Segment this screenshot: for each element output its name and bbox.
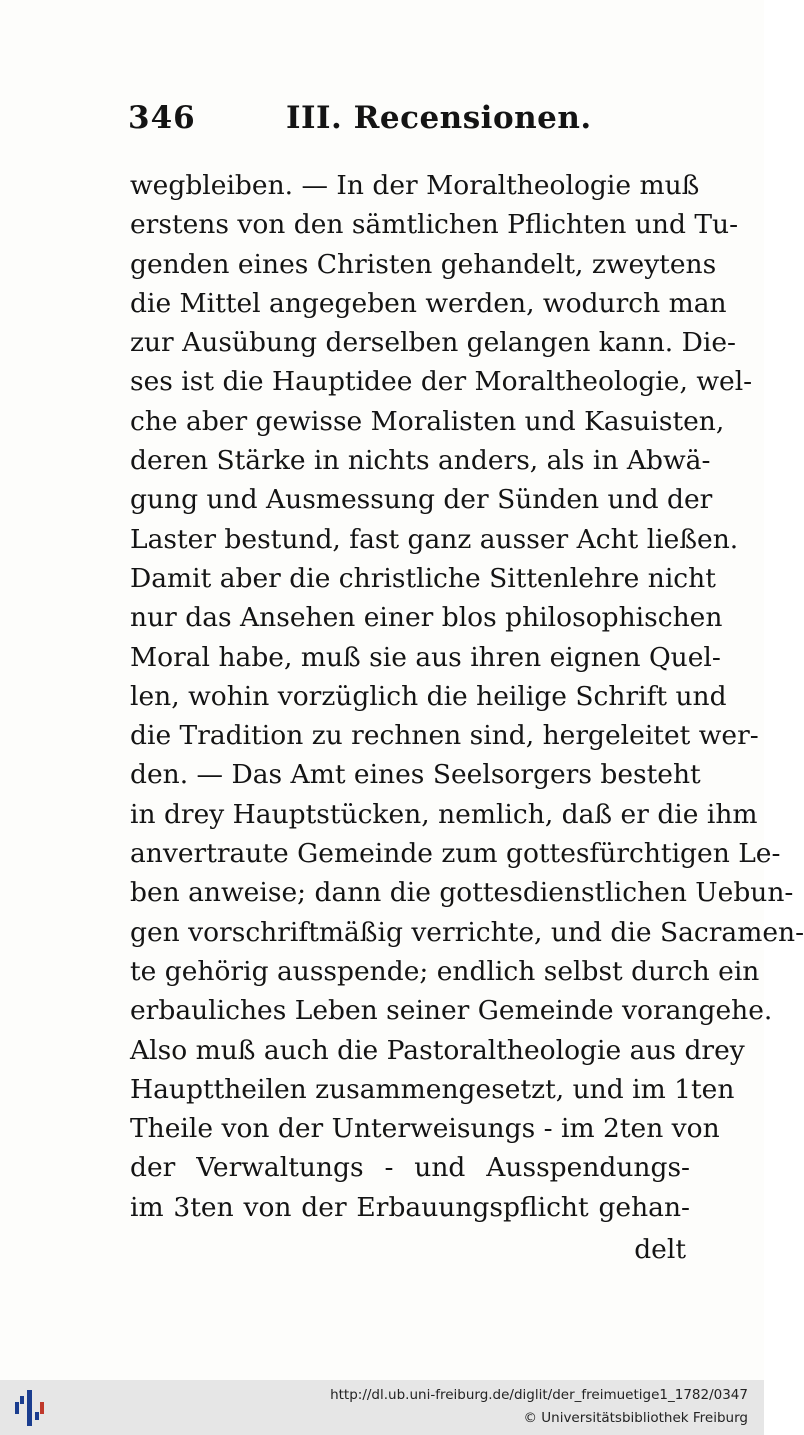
page-header xyxy=(0,100,764,144)
text-line: erstens von den sämtlichen Pflichten und Tu- xyxy=(130,209,739,241)
text-line: gen vorschriftmäßig verrichte, und die Sacramen- xyxy=(130,916,804,948)
text-line: deren Stärke in nichts anders, als in Abwä- xyxy=(130,445,711,477)
viewer-footer xyxy=(0,1380,764,1435)
text-line: die Mittel angegeben werden, wodurch man xyxy=(130,287,727,319)
text-line: die Tradition zu rechnen sind, hergeleitet wer- xyxy=(130,720,759,752)
text-line: Laster bestund, fast ganz ausser Acht ließen. xyxy=(130,523,739,555)
text-line: anvertraute Gemeinde zum gottesfürchtigen Le- xyxy=(130,838,781,870)
library-logo-icon[interactable] xyxy=(10,1388,50,1428)
copyright-notice: © Universitätsbibliothek Freiburg xyxy=(523,1410,748,1426)
text-line: den. — Das Amt eines Seelsorgers besteht xyxy=(130,759,701,791)
text-line: zur Ausübung derselben gelangen kann. Die- xyxy=(130,327,737,359)
text-line: Haupttheilen zusammengesetzt, und im 1ten xyxy=(130,1073,735,1105)
text-line: in drey Hauptstücken, nemlich, daß er die ihm xyxy=(130,798,758,830)
text-line: wegbleiben. — In der Moraltheologie muß xyxy=(130,170,700,201)
permalink-url[interactable]: http://dl.ub.uni-freiburg.de/diglit/der_freimuetige1_1782/0347 xyxy=(330,1387,748,1403)
text-line: ben anweise; dann die gottesdienstlichen Uebun- xyxy=(130,877,794,909)
text-line: nur das Ansehen einer blos philosophischen xyxy=(130,602,723,634)
body-text xyxy=(130,166,804,1227)
text-line: Damit aber die christliche Sittenlehre nicht xyxy=(130,562,716,594)
text-line: te gehörig ausspende; endlich selbst durch ein xyxy=(130,955,760,987)
page-number: 346 xyxy=(128,100,196,136)
text-line: gung und Ausmessung der Sünden und der xyxy=(130,484,713,516)
text-line: ses ist die Hauptidee der Moraltheologie, wel- xyxy=(130,366,753,398)
text-line: erbauliches Leben seiner Gemeinde vorangehe. xyxy=(130,995,773,1027)
catchword: delt xyxy=(634,1234,686,1265)
text-line: Theile von der Unterweisungs - im 2ten von xyxy=(130,1113,720,1145)
text-line: der Verwaltungs - und Ausspendungs- xyxy=(130,1152,690,1184)
text-line: Moral habe, muß sie aus ihren eignen Quel- xyxy=(130,641,721,673)
text-line: im 3ten von der Erbauungspflicht gehan- xyxy=(130,1191,690,1223)
running-head: III. Recensionen. xyxy=(286,100,592,136)
text-line: len, wohin vorzüglich die heilige Schrift und xyxy=(130,680,727,712)
text-line: genden eines Christen gehandelt, zweytens xyxy=(130,248,717,280)
text-line: che aber gewisse Moralisten und Kasuisten, xyxy=(130,405,725,437)
text-line: Also muß auch die Pastoraltheologie aus drey xyxy=(130,1034,745,1066)
